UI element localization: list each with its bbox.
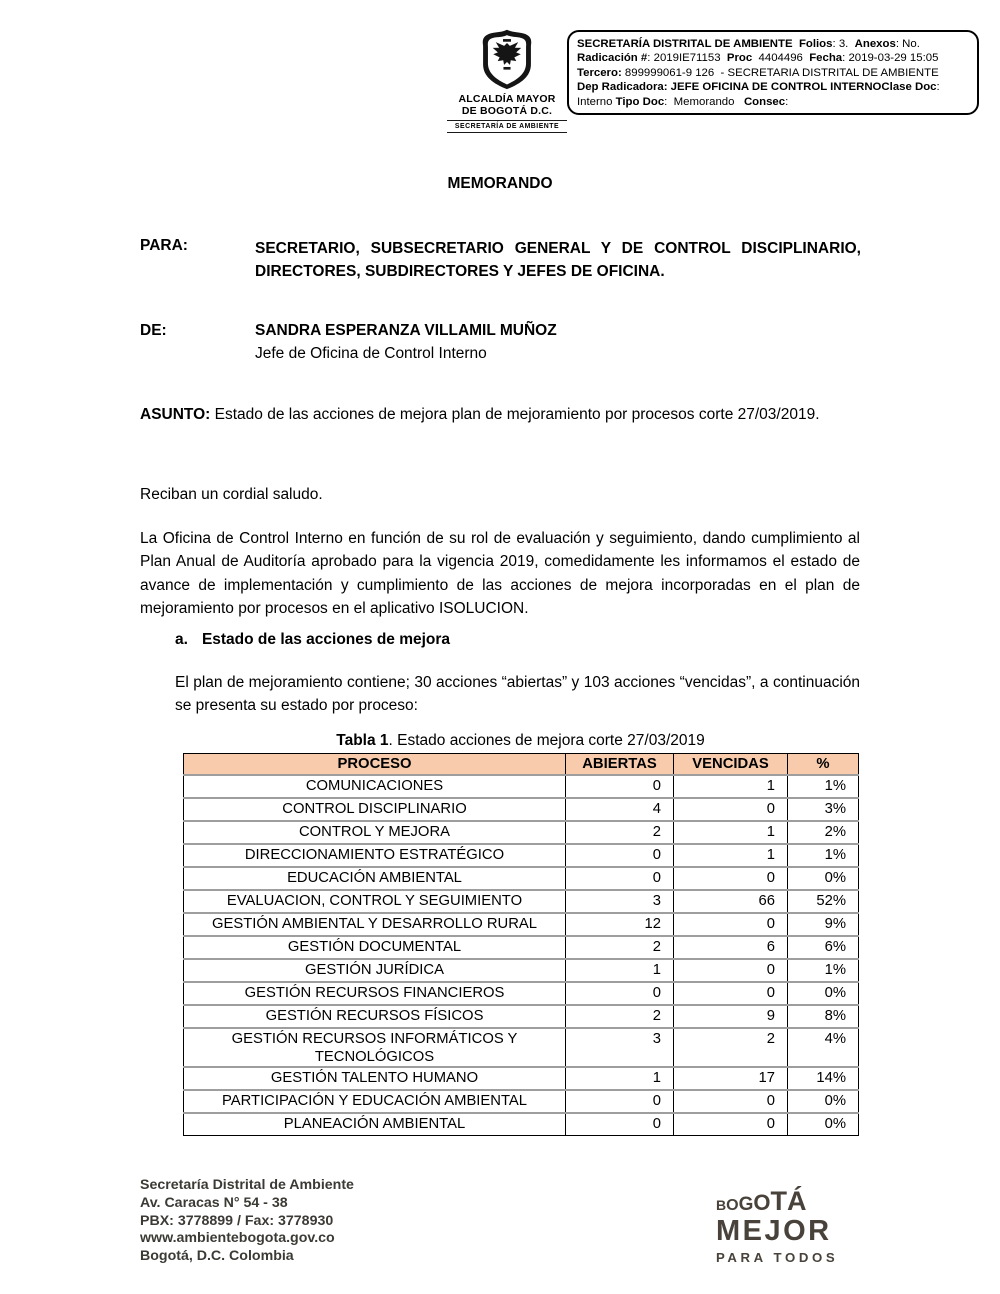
section-a-heading xyxy=(175,631,450,649)
table-row xyxy=(184,1113,859,1136)
table-caption-rest: . Estado acciones de mejora corte 27/03/2019 xyxy=(388,732,705,749)
section-a-intro: El plan de mejoramiento contiene; 30 acciones “abiertas” y 103 acciones “vencidas”, a continuación se presenta su estado por proceso: xyxy=(175,674,860,715)
table-row xyxy=(184,798,859,821)
para-value: SECRETARIO, SUBSECRETARIO GENERAL Y DE CONTROL DISCIPLINARIO, DIRECTORES, SUBDIRECTORES Y JEFES DE OFICINA. xyxy=(255,240,861,281)
cell-proceso: GESTIÓN RECURSOS FÍSICOS xyxy=(184,1005,566,1028)
cell-vencidas: 6 xyxy=(674,936,788,959)
brand-mejor-word: MEJOR xyxy=(716,1215,832,1247)
cell-abiertas: 0 xyxy=(566,1090,674,1113)
cell-proceso: GESTIÓN RECURSOS INFORMÁTICOS Y TECNOLÓGICOS xyxy=(184,1028,566,1067)
cell-vencidas: 66 xyxy=(674,890,788,913)
cell-proceso: EVALUACION, CONTROL Y SEGUIMIENTO xyxy=(184,890,566,913)
section-a-marker: a. xyxy=(175,631,188,648)
col-proceso: PROCESO xyxy=(184,754,566,776)
cell-porcentaje: 1% xyxy=(788,959,859,982)
footer-line-city: Bogotá, D.C. Colombia xyxy=(140,1248,294,1265)
col-porcentaje: % xyxy=(788,754,859,776)
cell-abiertas: 2 xyxy=(566,936,674,959)
page-title: MEMORANDO xyxy=(447,175,553,192)
cell-proceso: GESTIÓN TALENTO HUMANO xyxy=(184,1067,566,1090)
cell-vencidas: 1 xyxy=(674,775,788,798)
table-header-row xyxy=(184,754,859,776)
table-row xyxy=(184,1067,859,1090)
stamp-line-1: SECRETARÍA DISTRITAL DE AMBIENTE Folios: 3. Anexos: No. xyxy=(577,38,920,50)
footer-line-entity: Secretaría Distrital de Ambiente xyxy=(140,1177,354,1193)
acciones-table xyxy=(183,753,859,1136)
cell-vencidas: 1 xyxy=(674,844,788,867)
cell-porcentaje: 2% xyxy=(788,821,859,844)
cell-abiertas: 12 xyxy=(566,913,674,936)
cell-porcentaje: 0% xyxy=(788,867,859,890)
acciones-table-wrap xyxy=(183,753,858,1136)
table-row xyxy=(184,890,859,913)
cell-abiertas: 0 xyxy=(566,982,674,1005)
col-abiertas: ABIERTAS xyxy=(566,754,674,776)
col-vencidas: VENCIDAS xyxy=(674,754,788,776)
cell-proceso: GESTIÓN DOCUMENTAL xyxy=(184,936,566,959)
brand-bogota-word: B O G O T Á xyxy=(716,1186,807,1216)
cell-porcentaje: 0% xyxy=(788,1090,859,1113)
cell-abiertas: 1 xyxy=(566,1067,674,1090)
cell-vencidas: 0 xyxy=(674,959,788,982)
cell-porcentaje: 0% xyxy=(788,982,859,1005)
de-name: SANDRA ESPERANZA VILLAMIL MUÑOZ xyxy=(255,322,557,339)
cell-vencidas: 0 xyxy=(674,798,788,821)
cell-proceso: EDUCACIÓN AMBIENTAL xyxy=(184,867,566,890)
cell-porcentaje: 3% xyxy=(788,798,859,821)
cell-proceso: GESTIÓN RECURSOS FINANCIEROS xyxy=(184,982,566,1005)
stamp-line-5: Interno Tipo Doc: Memorando Consec: xyxy=(577,95,789,108)
cell-porcentaje: 52% xyxy=(788,890,859,913)
table-row xyxy=(184,775,859,798)
footer-line-website[interactable]: www.ambientebogota.gov.co xyxy=(140,1230,335,1247)
cell-porcentaje: 1% xyxy=(788,844,859,867)
cell-proceso: GESTIÓN JURÍDICA xyxy=(184,959,566,982)
logo-text-bogota: DE BOGOTÁ D.C. xyxy=(461,105,553,117)
cell-abiertas: 0 xyxy=(566,867,674,890)
brand-tagline: PARA TODOS xyxy=(716,1250,839,1265)
de-role: Jefe de Oficina de Control Interno xyxy=(255,345,487,362)
cell-abiertas: 0 xyxy=(566,775,674,798)
table-row xyxy=(184,982,859,1005)
cell-proceso: CONTROL DISCIPLINARIO xyxy=(184,798,566,821)
table-row xyxy=(184,1090,859,1113)
asunto-label: ASUNTO: xyxy=(140,406,211,423)
section-a-title: Estado de las acciones de mejora xyxy=(201,631,451,648)
body-paragraph: La Oficina de Control Interno en función de su rol de evaluación y seguimiento, dando cumplimiento al Plan Anual de Auditoría aprobado para la vigencia 2019, comedidamente les informamos el estado de avance de implementación y cumplimiento de las acciones de mejora incorporadas en el plan de mejoramiento por procesos en el aplicativo ISOLUCION. xyxy=(140,530,860,617)
cell-proceso: DIRECCIONAMIENTO ESTRATÉGICO xyxy=(184,844,566,867)
cell-porcentaje: 0% xyxy=(788,1113,859,1136)
para-label: PARA: xyxy=(140,237,188,254)
cell-abiertas: 1 xyxy=(566,959,674,982)
cell-abiertas: 0 xyxy=(566,1113,674,1136)
brand-logo xyxy=(716,1188,838,1265)
de-label: DE: xyxy=(140,322,167,339)
cell-porcentaje: 8% xyxy=(788,1005,859,1028)
cell-vencidas: 0 xyxy=(674,982,788,1005)
table-row xyxy=(184,913,859,936)
table-caption xyxy=(183,732,858,750)
greeting-text: Reciban un cordial saludo. xyxy=(140,486,323,503)
cell-vencidas: 0 xyxy=(674,867,788,890)
cell-proceso: COMUNICACIONES xyxy=(184,775,566,798)
stamp-line-2: Radicación #: 2019IE71153 Proc 4404496 Fecha: 2019-03-29 15:05 xyxy=(577,52,939,65)
cell-proceso: GESTIÓN AMBIENTAL Y DESARROLLO RURAL xyxy=(184,913,566,936)
table-row xyxy=(184,1005,859,1028)
cell-proceso: PARTICIPACIÓN Y EDUCACIÓN AMBIENTAL xyxy=(184,1090,566,1113)
footer-address xyxy=(140,1177,354,1266)
radicacion-stamp xyxy=(567,30,979,115)
table-row xyxy=(184,821,859,844)
cell-porcentaje: 14% xyxy=(788,1067,859,1090)
footer-line-address: Av. Caracas N° 54 - 38 xyxy=(140,1194,288,1211)
table-body xyxy=(184,775,859,1136)
cell-vencidas: 9 xyxy=(674,1005,788,1028)
cell-vencidas: 0 xyxy=(674,1090,788,1113)
cell-proceso: CONTROL Y MEJORA xyxy=(184,821,566,844)
asunto-text: Estado de las acciones de mejora plan de mejoramiento por procesos corte 27/03/2019. xyxy=(210,406,820,423)
table-row xyxy=(184,936,859,959)
logo-text-alcaldia: ALCALDÍA MAYOR xyxy=(458,93,556,105)
logo-text-secretaria: SECRETARÍA DE AMBIENTE xyxy=(447,120,567,133)
cell-proceso: PLANEACIÓN AMBIENTAL xyxy=(184,1113,566,1136)
table-row xyxy=(184,844,859,867)
cell-porcentaje: 4% xyxy=(788,1028,859,1067)
footer-line-phone: PBX: 3778899 / Fax: 3778930 xyxy=(140,1212,334,1229)
table-caption-bold: Tabla 1 xyxy=(336,732,389,749)
cell-vencidas: 1 xyxy=(674,821,788,844)
cell-porcentaje: 9% xyxy=(788,913,859,936)
cell-porcentaje: 1% xyxy=(788,775,859,798)
stamp-line-4: Dep Radicadora: JEFE OFICINA DE CONTROL INTERNOClase Doc: xyxy=(577,81,940,94)
cell-vencidas: 0 xyxy=(674,913,788,936)
table-row xyxy=(184,867,859,890)
table-row xyxy=(184,959,859,982)
stamp-line-3: Tercero: 899999061-9 126 - SECRETARIA DISTRITAL DE AMBIENTE xyxy=(577,66,939,79)
asunto-paragraph xyxy=(140,403,860,426)
cell-vencidas: 17 xyxy=(674,1067,788,1090)
cell-abiertas: 3 xyxy=(566,1028,674,1067)
header-logo xyxy=(447,28,567,133)
cell-vencidas: 0 xyxy=(674,1113,788,1136)
cell-vencidas: 2 xyxy=(674,1028,788,1067)
cell-abiertas: 4 xyxy=(566,798,674,821)
bogota-crest-icon xyxy=(480,28,534,90)
cell-abiertas: 2 xyxy=(566,1005,674,1028)
cell-porcentaje: 6% xyxy=(788,936,859,959)
cell-abiertas: 0 xyxy=(566,844,674,867)
table-row xyxy=(184,1028,859,1067)
cell-abiertas: 2 xyxy=(566,821,674,844)
cell-abiertas: 3 xyxy=(566,890,674,913)
